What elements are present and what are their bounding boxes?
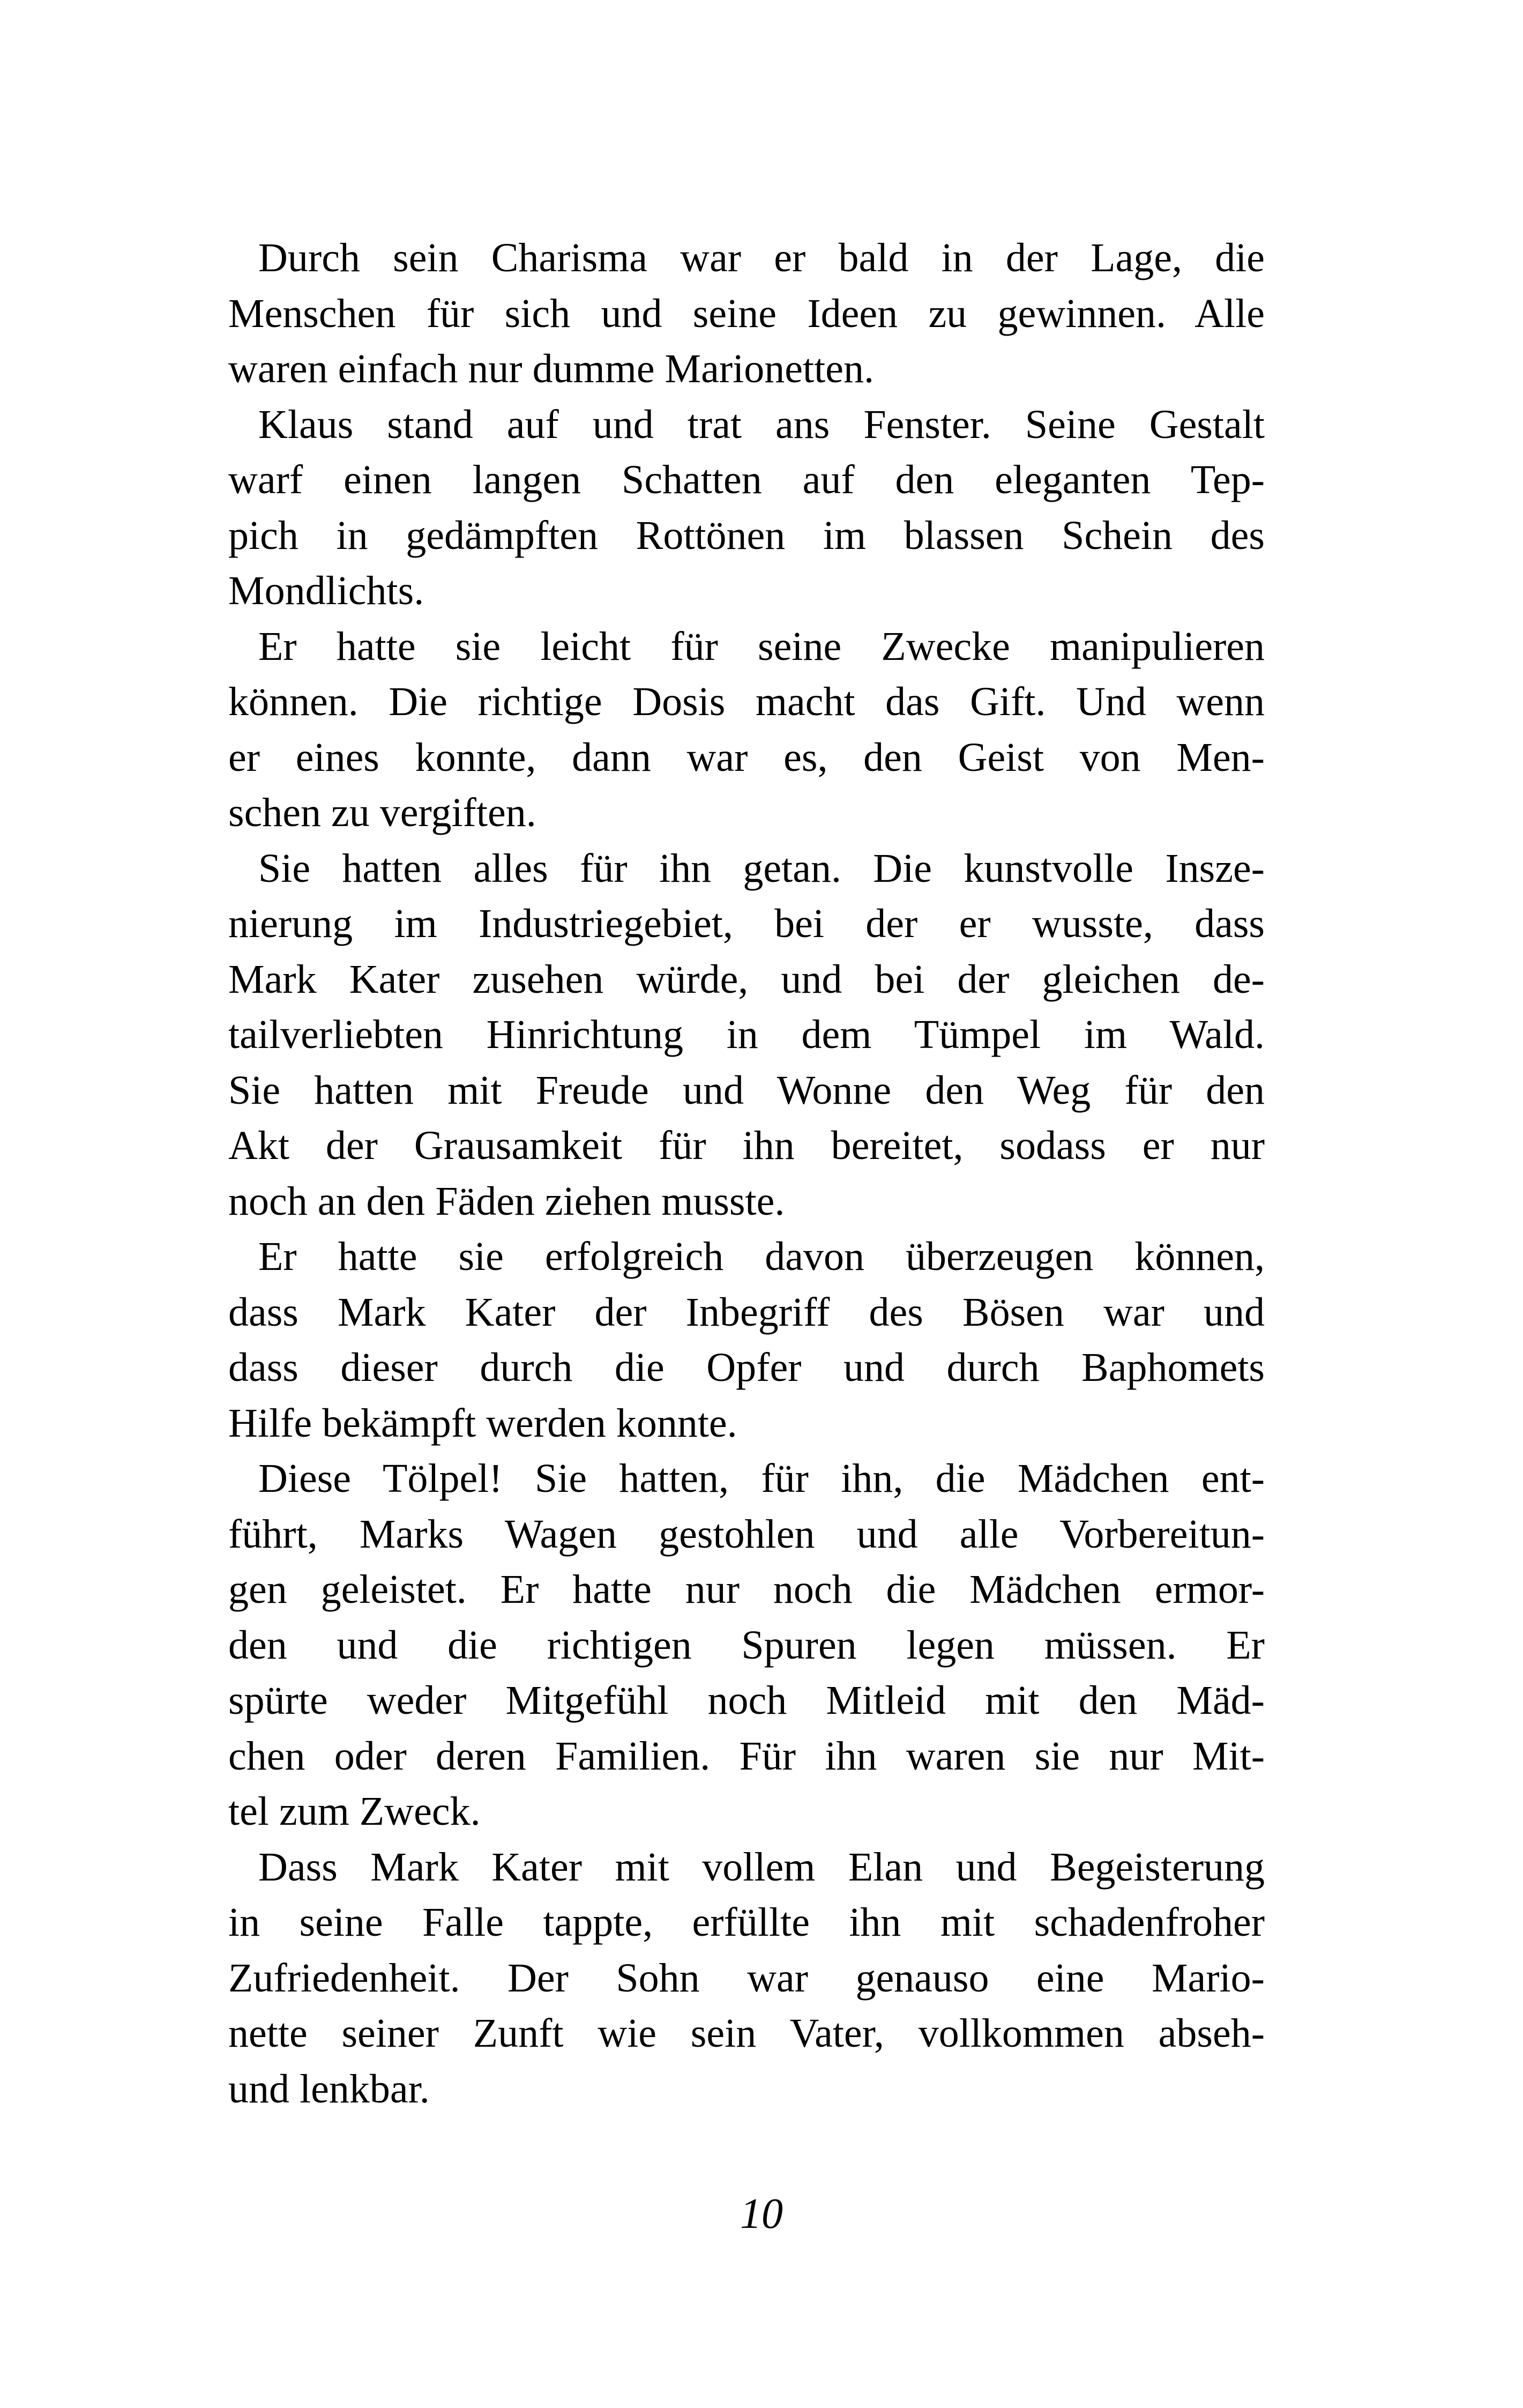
paragraph [228,1451,1265,1840]
paragraph [228,231,1265,397]
paragraph [228,619,1265,841]
text-line: tailverliebten Hinrichtung in dem Tümpel im Wald. [228,1012,1265,1057]
text-line: den und die richtigen Spuren legen müssen. Er [228,1622,1265,1668]
body-text [228,231,1265,2117]
text-line: können. Die richtige Dosis macht das Gift. Und wenn [228,679,1265,724]
paragraph [228,397,1265,619]
text-line: noch an den Fäden ziehen musste. [228,1178,785,1224]
text-line: spürte weder Mitgefühl noch Mitleid mit den Mäd- [228,1678,1265,1723]
text-line: Sie hatten mit Freude und Wonne den Weg für den [228,1067,1265,1113]
text-line: chen oder deren Familien. Für ihn waren sie nur Mit- [228,1733,1265,1779]
text-line: und lenkbar. [228,2066,430,2112]
text-line: Sie hatten alles für ihn getan. Die kunstvolle Insze- [258,845,1265,891]
text-line: Klaus stand auf und trat ans Fenster. Seine Gestalt [258,402,1265,447]
text-line: tel zum Zweck. [228,1789,481,1834]
text-line: Dass Mark Kater mit vollem Elan und Begeisterung [258,1844,1265,1890]
text-line: er eines konnte, dann war es, den Geist von Men- [228,734,1265,780]
page-number: 10 [740,2190,783,2238]
text-line: pich in gedämpften Rottönen im blassen Schein des [228,512,1265,558]
text-line: dass dieser durch die Opfer und durch Baphomets [228,1345,1265,1390]
text-line: dass Mark Kater der Inbegriff des Bösen war und [228,1289,1265,1335]
text-line: nette seiner Zunft wie sein Vater, vollkommen abseh- [228,2011,1265,2056]
text-line: gen geleistet. Er hatte nur noch die Mädchen ermor- [228,1567,1265,1612]
text-line: Er hatte sie erfolgreich davon überzeugen können, [258,1234,1265,1279]
text-line: führt, Marks Wagen gestohlen und alle Vorbereitun- [228,1511,1265,1557]
text-line: Durch sein Charisma war er bald in der Lage, die [258,235,1265,280]
paragraph [228,1840,1265,2117]
text-line: nierung im Industriegebiet, bei der er wusste, dass [228,901,1265,946]
text-line: Mark Kater zusehen würde, und bei der gleichen de- [228,956,1265,1002]
text-line: Mondlichts. [228,568,424,613]
paragraph [228,841,1265,1230]
text-line: warf einen langen Schatten auf den eleganten Tep- [228,457,1265,502]
text-line: Er hatte sie leicht für seine Zwecke manipulieren [258,623,1265,669]
text-line: Akt der Grausamkeit für ihn bereitet, sodass er nur [228,1123,1265,1168]
text-line: Menschen für sich und seine Ideen zu gewinnen. Alle [228,291,1265,336]
text-line: Diese Tölpel! Sie hatten, für ihn, die Mädchen ent- [258,1456,1265,1501]
text-line: waren einfach nur dumme Marionetten. [228,346,874,391]
paragraph [228,1229,1265,1451]
text-line: in seine Falle tappte, erfüllte ihn mit schadenfroher [228,1900,1265,1945]
text-line: schen zu vergiften. [228,790,536,835]
text-line: Zufriedenheit. Der Sohn war genauso eine Mario- [228,1955,1265,2001]
text-line: Hilfe bekämpft werden konnte. [228,1400,737,1446]
